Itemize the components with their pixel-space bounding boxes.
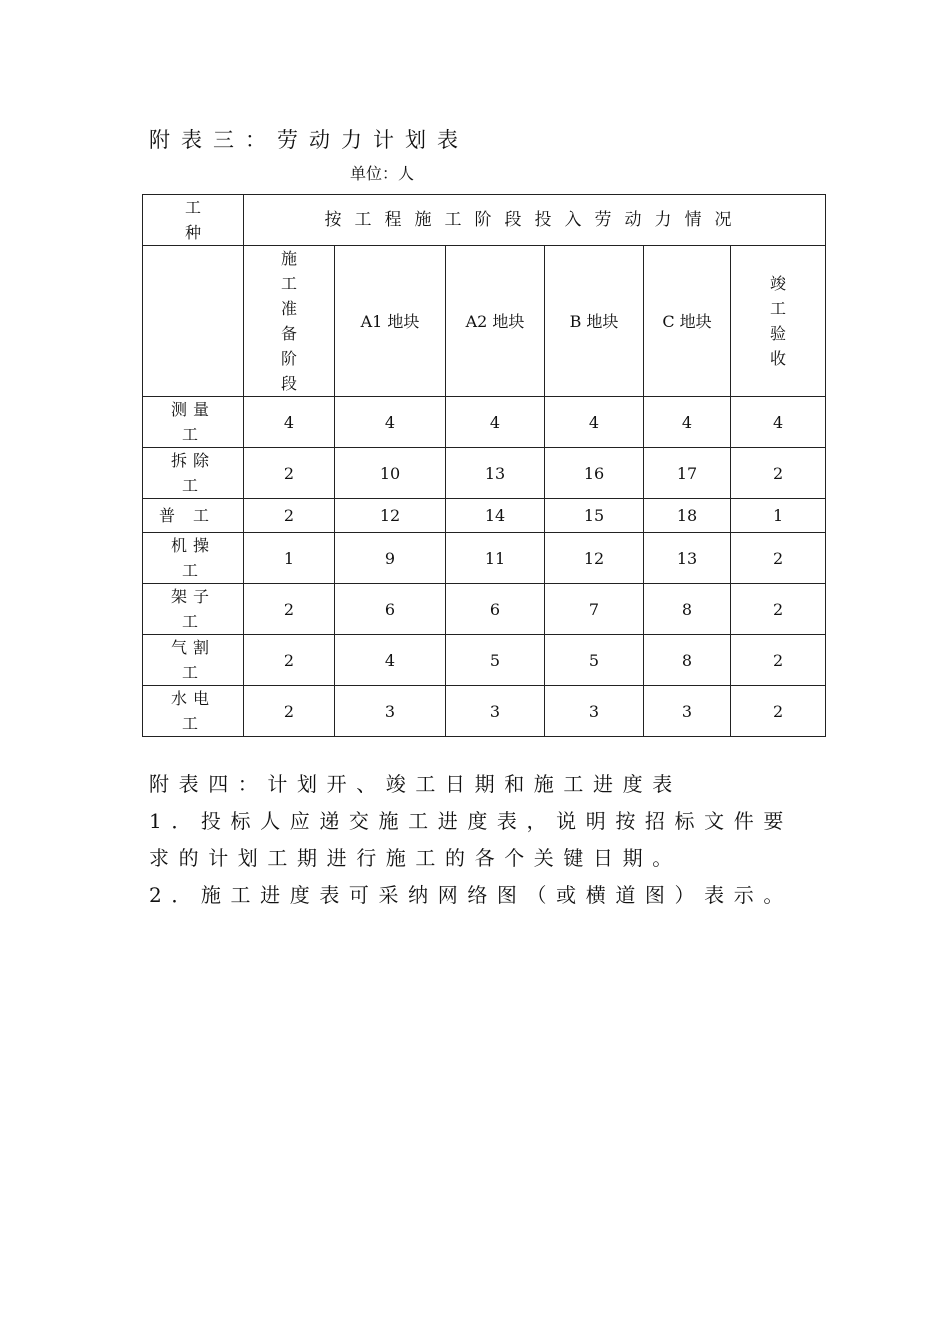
- value-cell: 2: [244, 635, 335, 686]
- trade-cell: [143, 533, 244, 584]
- value-cell: 4: [335, 635, 446, 686]
- unit-label: 单位：人: [350, 164, 415, 183]
- column-header-label: B 地块: [569, 311, 619, 331]
- paragraph-2: 2．施工进度表可采纳网络图（或横道图）表示。: [149, 883, 793, 907]
- column-header-a2: [446, 246, 545, 397]
- group-header-cell: 按工程施工阶段投入劳动力情况: [244, 195, 826, 246]
- paragraph-1: 1．投标人应递交施工进度表，说明按招标文件要求的计划工期进行施工的各个关键日期。: [149, 809, 793, 870]
- trade-label: 架子工: [170, 587, 215, 631]
- value-cell: 4: [335, 397, 446, 448]
- value-cell: 15: [545, 499, 644, 533]
- value-cell: 6: [335, 584, 446, 635]
- value-cell: 5: [545, 635, 644, 686]
- value-cell: 11: [446, 533, 545, 584]
- value-cell: 8: [644, 635, 731, 686]
- trade-label: 普工: [158, 506, 227, 525]
- column-header-b: [545, 246, 644, 397]
- trade-label: 水电工: [170, 689, 215, 733]
- value-cell: 4: [244, 397, 335, 448]
- trade-cell: [143, 448, 244, 499]
- value-cell: 4: [731, 397, 826, 448]
- value-cell: 2: [731, 533, 826, 584]
- value-cell: 2: [244, 686, 335, 737]
- column-header-label: A2 地块: [465, 311, 525, 331]
- column-header-completion: [731, 246, 826, 397]
- column-header-label: 施工准备阶段: [280, 249, 297, 393]
- column-header-c: [644, 246, 731, 397]
- value-cell: 2: [731, 584, 826, 635]
- value-cell: 9: [335, 533, 446, 584]
- column-header-label: 竣工验收: [770, 274, 787, 368]
- corner-header-cell: [143, 195, 244, 246]
- value-cell: 2: [731, 448, 826, 499]
- table-row: [143, 499, 826, 533]
- value-cell: 2: [244, 499, 335, 533]
- value-cell: 3: [644, 686, 731, 737]
- value-cell: 3: [446, 686, 545, 737]
- value-cell: 7: [545, 584, 644, 635]
- value-cell: 4: [644, 397, 731, 448]
- value-cell: 6: [446, 584, 545, 635]
- value-cell: 2: [731, 686, 826, 737]
- value-cell: 8: [644, 584, 731, 635]
- appendix-4-section: [149, 766, 814, 914]
- section-title-appendix-3: 附表三：劳动力计划表: [149, 128, 469, 152]
- trade-cell: [143, 499, 244, 533]
- column-header-prep: [244, 246, 335, 397]
- table-row: [143, 448, 826, 499]
- table-row: [143, 533, 826, 584]
- value-cell: 3: [335, 686, 446, 737]
- trade-label: 测量工: [170, 400, 215, 444]
- value-cell: 18: [644, 499, 731, 533]
- value-cell: 12: [335, 499, 446, 533]
- value-cell: 5: [446, 635, 545, 686]
- value-cell: 4: [446, 397, 545, 448]
- value-cell: 17: [644, 448, 731, 499]
- trade-cell: [143, 686, 244, 737]
- table-header-row: [143, 195, 826, 246]
- column-header-label: C 地块: [662, 311, 712, 331]
- value-cell: 13: [446, 448, 545, 499]
- table-row: [143, 635, 826, 686]
- value-cell: 10: [335, 448, 446, 499]
- value-cell: 4: [545, 397, 644, 448]
- section-title-appendix-4: 附表四：计划开、竣工日期和施工进度表: [149, 772, 682, 796]
- table-row: [143, 584, 826, 635]
- table-row: [143, 686, 826, 737]
- value-cell: 1: [731, 499, 826, 533]
- value-cell: 3: [545, 686, 644, 737]
- empty-header-cell: [143, 246, 244, 397]
- value-cell: 2: [244, 448, 335, 499]
- labor-plan-table: [142, 194, 826, 737]
- corner-header-label: 工种: [184, 198, 201, 242]
- value-cell: 1: [244, 533, 335, 584]
- trade-cell: [143, 635, 244, 686]
- value-cell: 16: [545, 448, 644, 499]
- value-cell: 2: [244, 584, 335, 635]
- table-row: [143, 397, 826, 448]
- trade-label: 拆除工: [170, 451, 215, 495]
- column-header-label: A1 地块: [360, 311, 420, 331]
- trade-cell: [143, 397, 244, 448]
- value-cell: 13: [644, 533, 731, 584]
- column-header-row: [143, 246, 826, 397]
- value-cell: 14: [446, 499, 545, 533]
- column-header-a1: [335, 246, 446, 397]
- trade-label: 气割工: [170, 638, 215, 682]
- value-cell: 2: [731, 635, 826, 686]
- trade-label: 机操工: [170, 536, 215, 580]
- trade-cell: [143, 584, 244, 635]
- value-cell: 12: [545, 533, 644, 584]
